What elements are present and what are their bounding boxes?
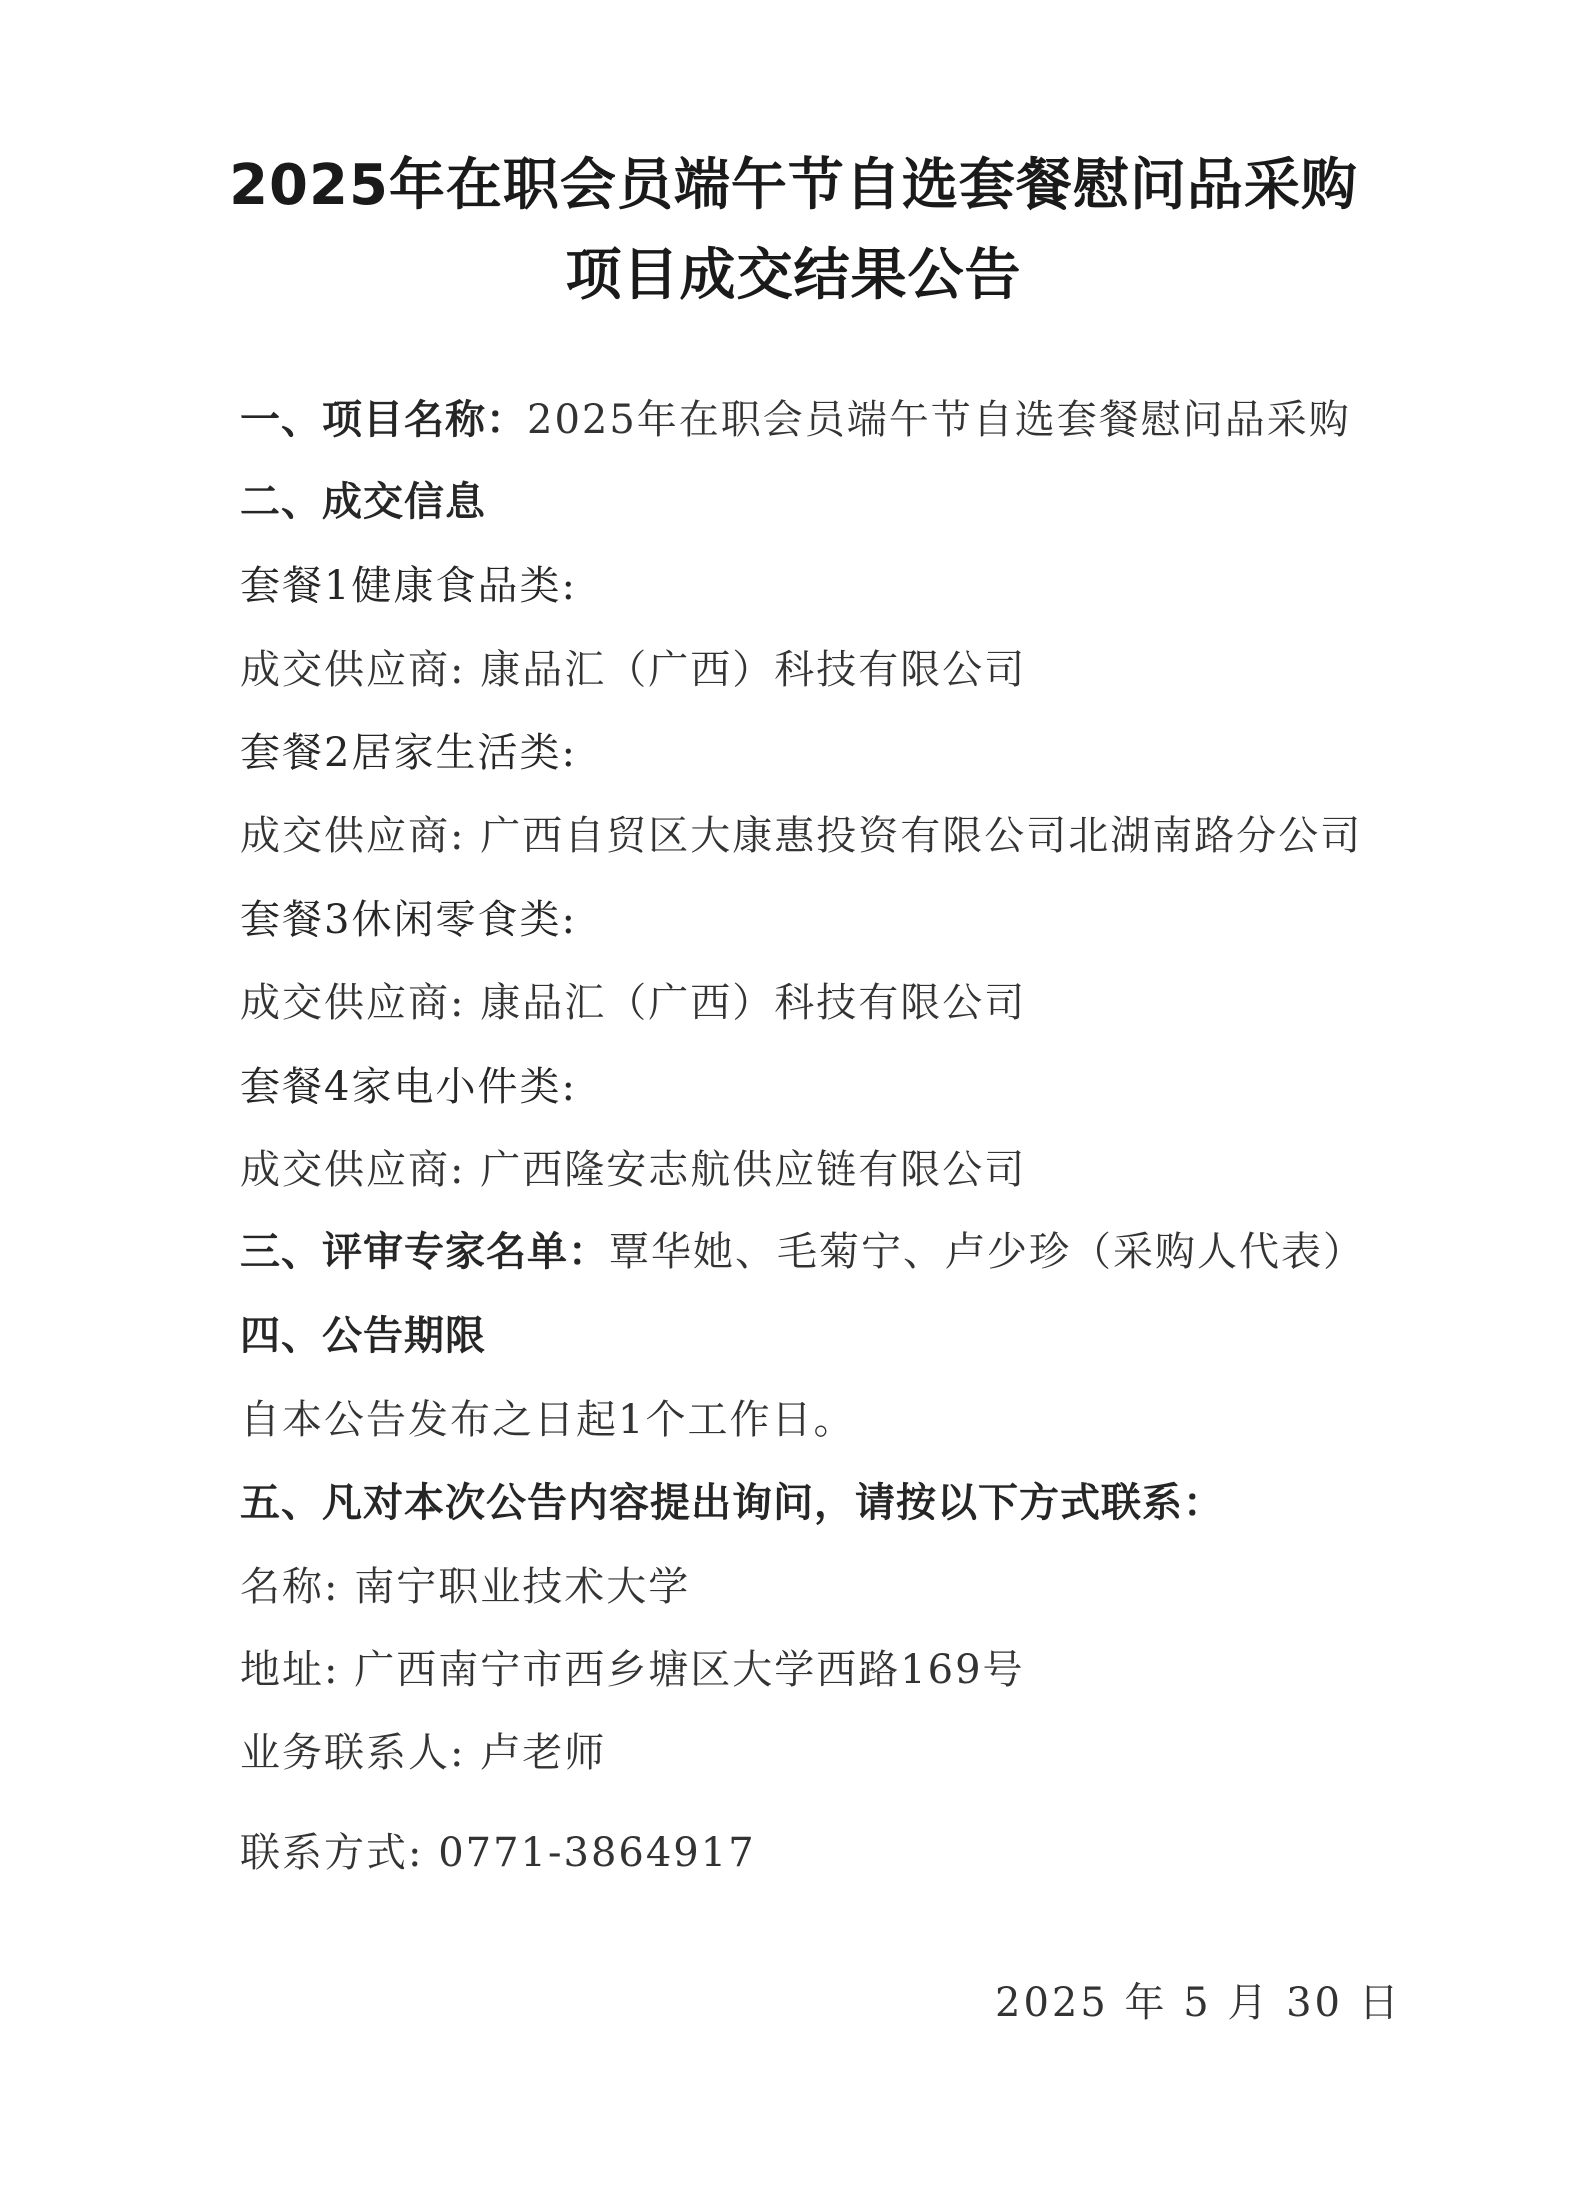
project-name-heading: 一、项目名称： [240, 397, 527, 443]
contact-phone: 联系方式: 0771-3864917 [240, 1830, 756, 1876]
package-4-supplier: 成交供应商: 广西隆安志航供应链有限公司 [240, 1147, 1027, 1193]
package-3-supplier: 成交供应商: 康品汇（广西）科技有限公司 [240, 980, 1027, 1026]
package-2-supplier: 成交供应商: 广西自贸区大康惠投资有限公司北湖南路分公司 [240, 813, 1363, 859]
contact-person: 业务联系人: 卢老师 [240, 1730, 607, 1776]
inquiry-contact-heading: 五、凡对本次公告内容提出询问，请按以下方式联系： [240, 1480, 1224, 1526]
package-2-label: 套餐2居家生活类: [240, 730, 577, 776]
notice-period-value: 自本公告发布之日起1个工作日。 [240, 1397, 856, 1443]
package-4-label: 套餐4家电小件类: [240, 1064, 577, 1110]
notice-period-heading: 四、公告期限 [240, 1313, 486, 1359]
package-1-supplier: 成交供应商: 康品汇（广西）科技有限公司 [240, 647, 1027, 693]
contact-address: 地址: 广西南宁市西乡塘区大学西路169号 [240, 1647, 1025, 1693]
document-title-line-1: 2025年在职会员端午节自选套餐慰问品采购 [229, 153, 1358, 218]
project-name-line [240, 397, 1351, 443]
package-1-label: 套餐1健康食品类: [240, 563, 577, 609]
review-experts-value: 覃华她、毛菊宁、卢少珍（采购人代表） [609, 1229, 1365, 1275]
review-experts-heading: 三、评审专家名单： [240, 1229, 609, 1275]
project-name-value: 2025年在职会员端午节自选套餐慰问品采购 [527, 397, 1351, 443]
contact-name: 名称: 南宁职业技术大学 [240, 1564, 691, 1610]
package-3-label: 套餐3休闲零食类: [240, 897, 577, 943]
announcement-date: 2025 年 5 月 30 日 [995, 1980, 1402, 2026]
review-experts-line [240, 1229, 1365, 1275]
deal-info-heading: 二、成交信息 [240, 479, 486, 525]
document-title-line-2: 项目成交结果公告 [565, 243, 1022, 308]
